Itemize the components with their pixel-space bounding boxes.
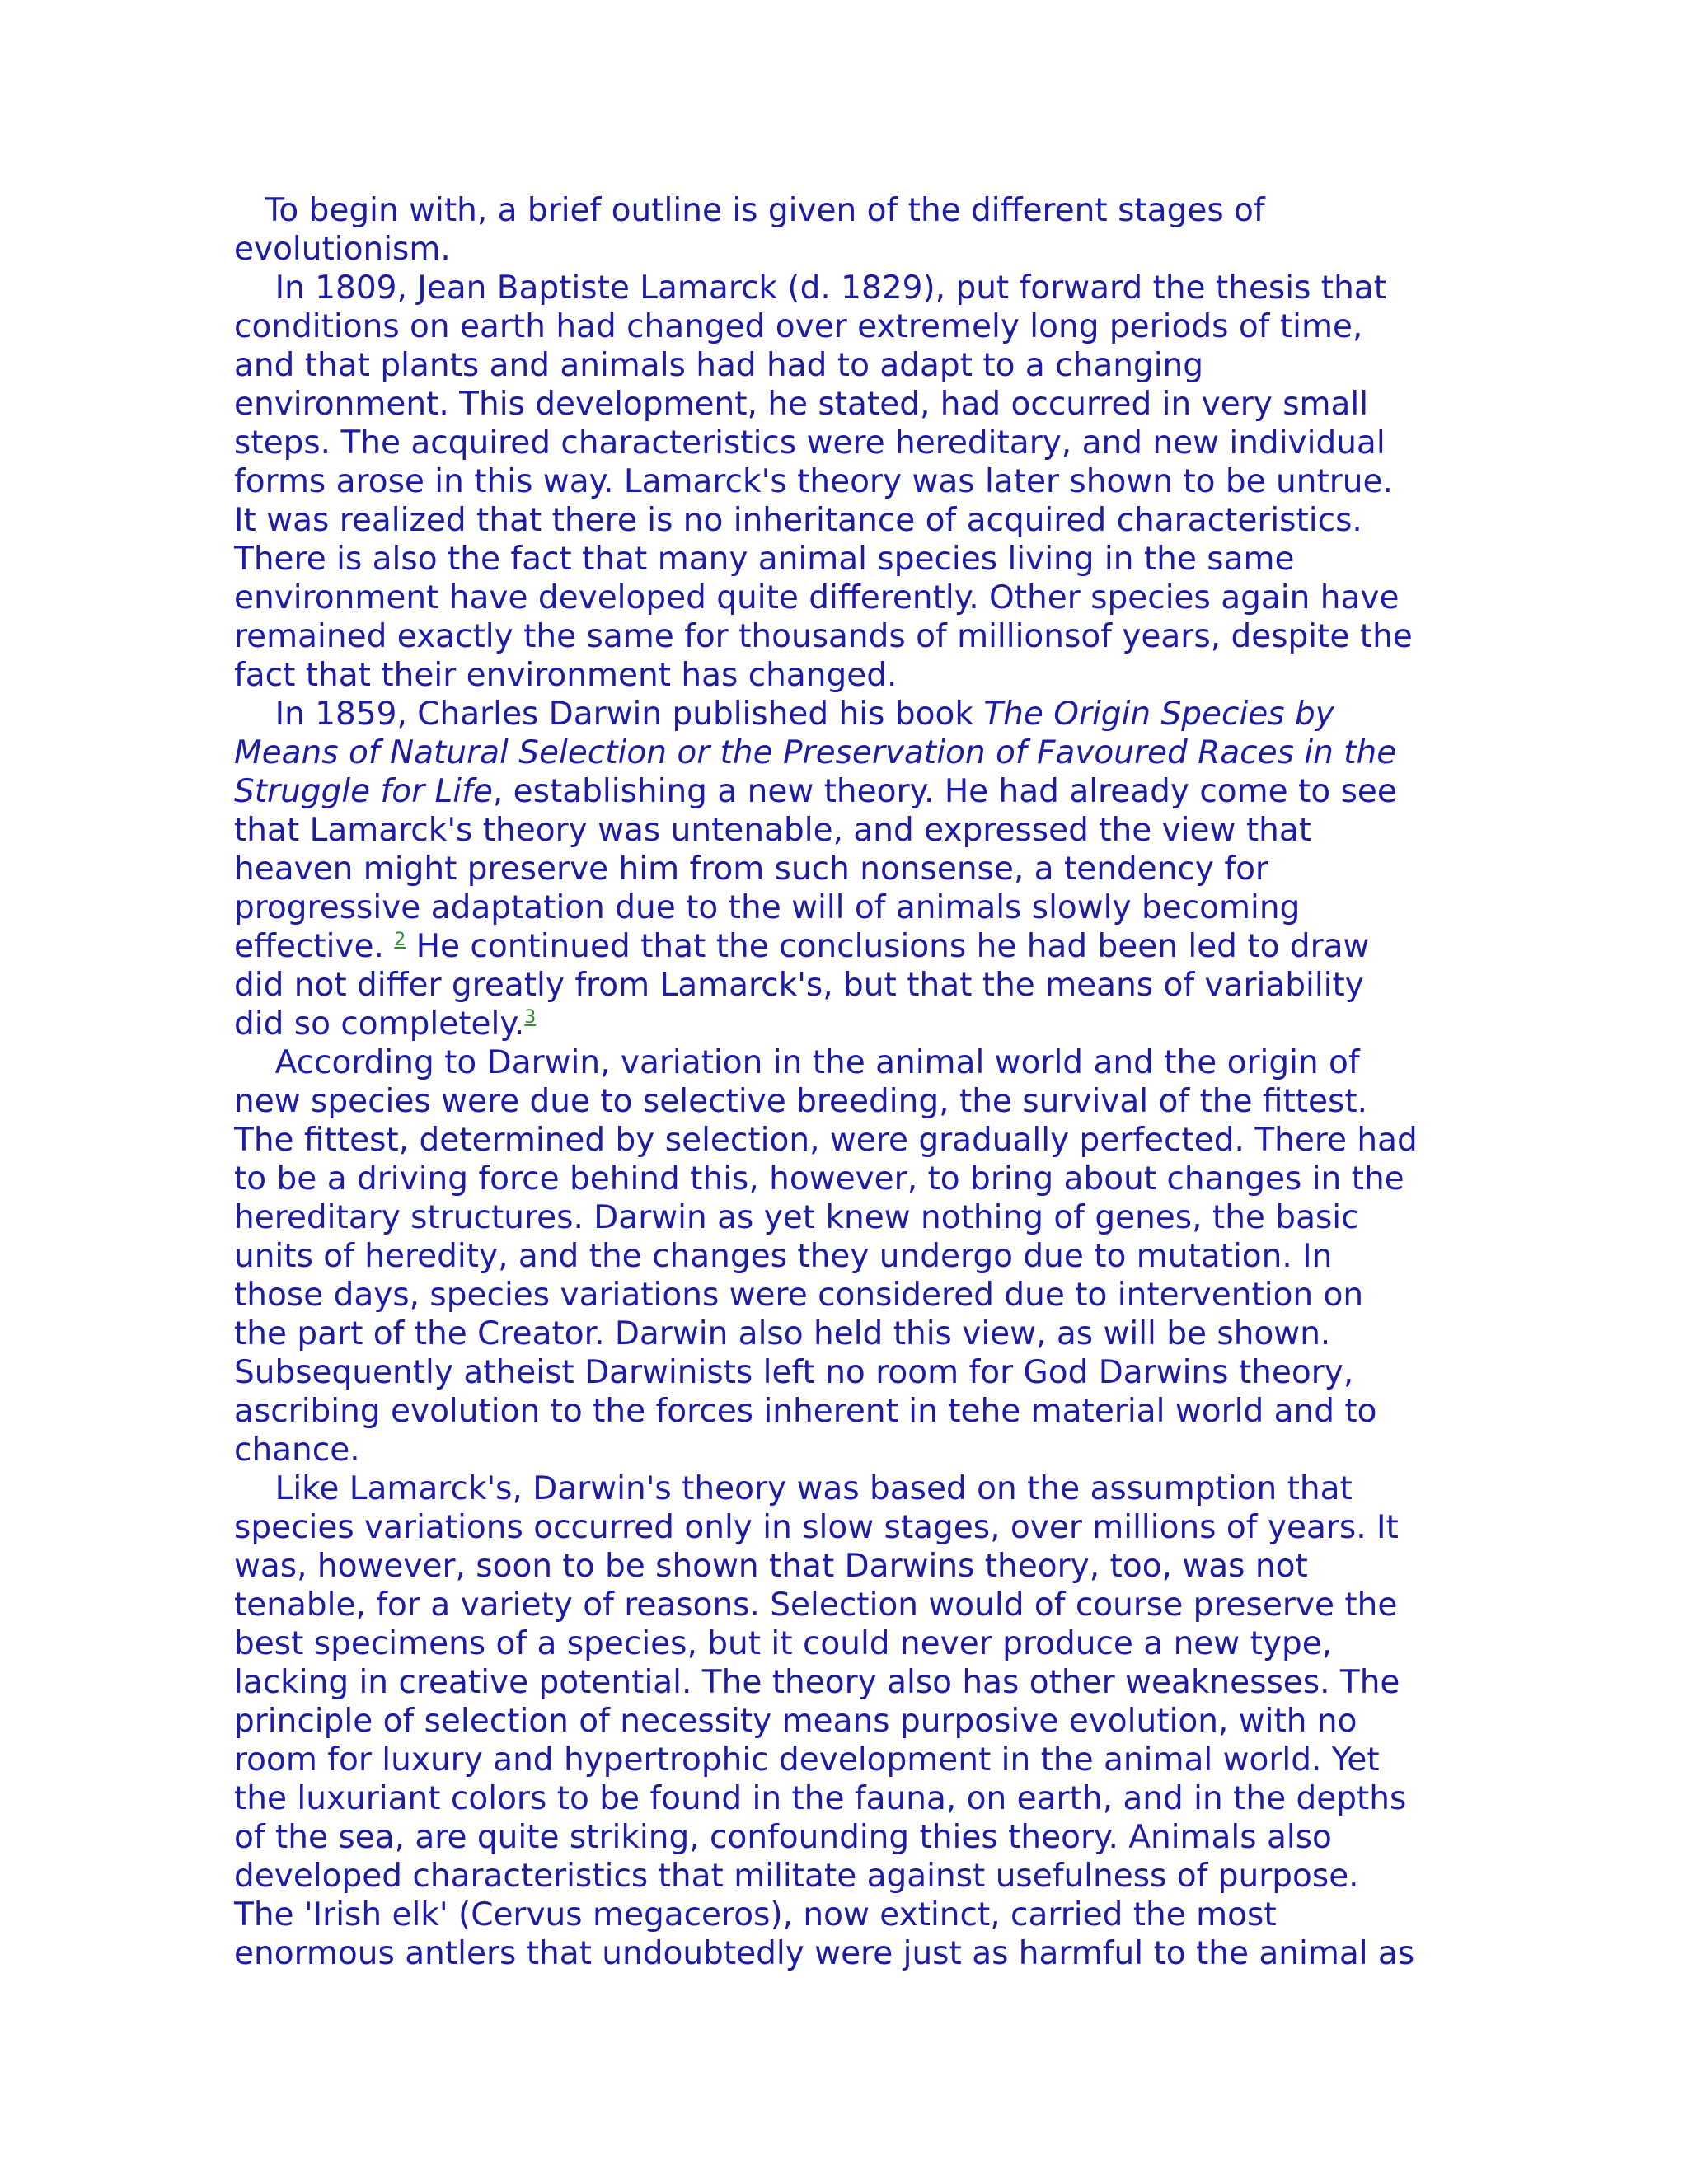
text-line: Like Lamarck's, Darwin's theory was based on the assumption that (234, 1470, 1353, 1507)
text-line: those days, species variations were considered due to intervention on (234, 1277, 1364, 1314)
text-line: room for luxury and hypertrophic development in the animal world. Yet (234, 1741, 1380, 1779)
text-line: of the sea, are quite striking, confounding thies theory. Animals also (234, 1819, 1332, 1856)
text-line: developed characteristics that militate against usefulness of purpose. (234, 1858, 1359, 1895)
text-segment: effective. (234, 928, 395, 965)
text-line: that Lamarck's theory was untenable, and expressed the view that (234, 812, 1312, 849)
text-line: The fittest, determined by selection, were gradually perfected. There had (234, 1122, 1418, 1159)
text-line: evolutionism. (234, 231, 451, 268)
text-line: new species were due to selective breeding, the survival of the fittest. (234, 1083, 1368, 1120)
text-line: According to Darwin, variation in the animal world and the origin of (234, 1044, 1360, 1081)
text-line (234, 695, 1470, 733)
text-line: ascribing evolution to the forces inherent in tehe material world and to (234, 1393, 1377, 1430)
text-line: environment. This development, he stated, had occurred in very small (234, 386, 1369, 423)
text-segment: He continued that the conclusions he had been led to draw (406, 928, 1370, 965)
body-text (234, 191, 1470, 1973)
text-line (234, 927, 1470, 966)
text-line: chance. (234, 1432, 360, 1469)
text-segment: In 1859, Charles Darwin published his book (234, 696, 984, 733)
text-line: did not differ greatly from Lamarck's, but that the means of variability (234, 967, 1364, 1004)
text-line: hereditary structures. Darwin as yet knew nothing of genes, the basic (234, 1199, 1359, 1236)
text-line: conditions on earth had changed over extremely long periods of time, (234, 308, 1363, 345)
text-line: steps. The acquired characteristics were hereditary, and new individual (234, 424, 1386, 462)
text-line: forms arose in this way. Lamarck's theory was later shown to be untrue. (234, 463, 1393, 500)
text-line: to be a driving force behind this, however, to bring about changes in the (234, 1160, 1404, 1197)
text-line: The 'Irish elk' (Cervus megaceros), now extinct, carried the most (234, 1896, 1277, 1933)
text-line: fact that their environment has changed. (234, 657, 898, 694)
text-line: remained exactly the same for thousands of millionsof years, despite the (234, 618, 1413, 655)
text-line: It was realized that there is no inheritance of acquired characteristics. (234, 502, 1362, 539)
text-line: tenable, for a variety of reasons. Selection would of course preserve the (234, 1586, 1398, 1624)
text-line: the part of the Creator. Darwin also held this view, as will be shown. (234, 1315, 1331, 1352)
text-line: best specimens of a species, but it could never produce a new type, (234, 1625, 1333, 1662)
footnote-link[interactable]: 3 (524, 1007, 537, 1028)
text-line: In 1809, Jean Baptiste Lamarck (d. 1829), put forward the thesis that (234, 269, 1387, 307)
text-segment: , establishing a new theory. He had already come to see (492, 773, 1397, 810)
text-line: To begin with, a brief outline is given of the different stages of (234, 192, 1265, 229)
text-line: principle of selection of necessity means purposive evolution, with no (234, 1703, 1357, 1740)
text-line: lacking in creative potential. The theory also has other weaknesses. The (234, 1664, 1400, 1701)
text-line: enormous antlers that undoubtedly were just as harmful to the animal as (234, 1935, 1415, 1972)
text-line: There is also the fact that many animal species living in the same (234, 541, 1295, 578)
book-title-italic: Means of Natural Selection or the Preservation of Favoured Races in the (234, 734, 1397, 771)
footnote-link[interactable]: 2 (394, 930, 406, 950)
text-line (234, 1005, 1470, 1043)
text-line: species variations occurred only in slow stages, over millions of years. It (234, 1509, 1399, 1546)
text-line: progressive adaptation due to the will of animals slowly becoming (234, 889, 1301, 926)
text-line: heaven might preserve him from such nonsense, a tendency for (234, 851, 1268, 888)
text-line: and that plants and animals had had to adapt to a changing (234, 347, 1204, 384)
text-segment: did so completely. (234, 1005, 525, 1043)
text-line: environment have developed quite differently. Other species again have (234, 579, 1400, 616)
book-title-italic: The Origin Species by (983, 696, 1334, 733)
text-line: Subsequently atheist Darwinists left no room for God Darwins theory, (234, 1354, 1354, 1391)
text-line: was, however, soon to be shown that Darwins theory, too, was not (234, 1548, 1308, 1585)
text-line (234, 733, 1470, 772)
text-line: the luxuriant colors to be found in the fauna, on earth, and in the depths (234, 1780, 1407, 1817)
text-line (234, 772, 1470, 811)
text-line: units of heredity, and the changes they undergo due to mutation. In (234, 1238, 1333, 1275)
book-title-italic: Struggle for Life (234, 773, 493, 810)
